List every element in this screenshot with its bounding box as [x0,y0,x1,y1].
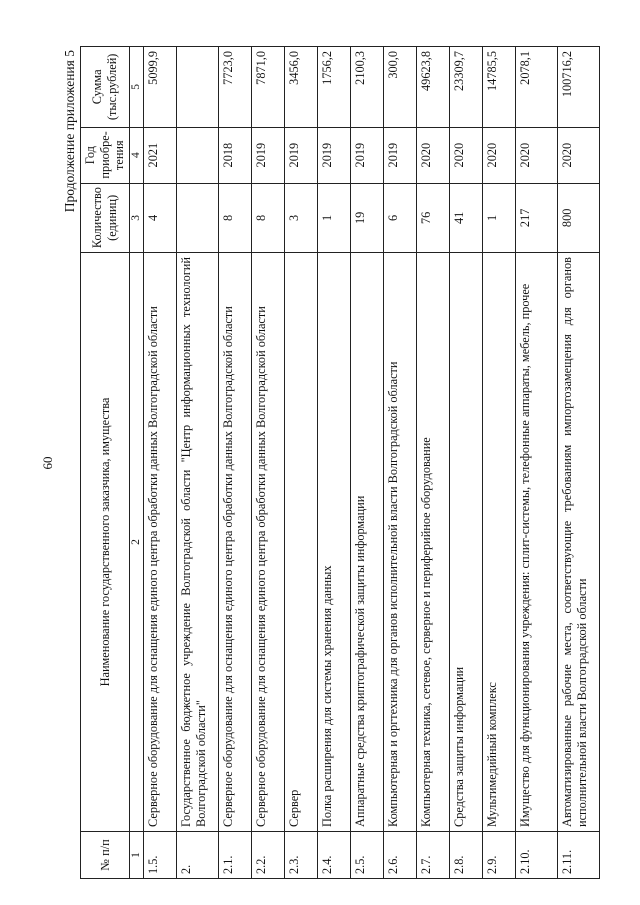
row-sum: 5099,9 [144,47,177,128]
row-quantity: 8 [252,183,285,252]
row-name: Серверное оборудование для оснащения единого центра обработки данных Волгоградской области [219,253,252,832]
row-name: Серверное оборудование для оснащения единого центра обработки данных Волгоградской области [144,253,177,832]
row-number: 2.8. [450,831,483,878]
page-number: 60 [40,456,55,470]
table-row [219,47,252,879]
row-year: 2020 [558,127,600,183]
row-name: Имущество для функционирования учреждения: сплит-системы, телефонные аппараты, мебель, прочее [516,253,558,832]
row-year: 2020 [483,127,516,183]
row-name: Полка расширения для системы хранения данных [318,253,351,832]
row-quantity: 1 [318,183,351,252]
row-name: Средства защиты информации [450,253,483,832]
row-number: 2.1. [219,831,252,878]
row-quantity: 217 [516,183,558,252]
table-row [384,47,417,879]
row-number: 2.3. [285,831,318,878]
row-quantity: 3 [285,183,318,252]
row-quantity: 800 [558,183,600,252]
row-quantity: 1 [483,183,516,252]
table-row [558,47,600,879]
table-row [177,47,219,879]
row-name: Государственное бюджетное учреждение Волгоградской области "Центр информационных технологий Волгоградской области" [177,253,219,832]
row-number: 2.4. [318,831,351,878]
row-quantity: 41 [450,183,483,252]
row-quantity: 19 [351,183,384,252]
table-row [516,47,558,879]
row-sum: 23309,7 [450,47,483,128]
row-year: 2019 [318,127,351,183]
table-row [483,47,516,879]
row-name: Автоматизированные рабочие места, соответствующие требованиям импортозамещения для органов исполнительной власти Волгоградской области [558,253,600,832]
column-number: 5 [129,47,144,128]
row-sum: 49623,8 [417,47,450,128]
row-sum: 300,0 [384,47,417,128]
row-sum: 14785,5 [483,47,516,128]
row-name: Аппаратные средства криптографической защиты информации [351,253,384,832]
table-header-row [81,47,130,879]
row-year: 2020 [417,127,450,183]
row-sum: 100716,2 [558,47,600,128]
header-quantity: Количество (единиц) [81,183,130,252]
row-name: Компьютерная техника, сетевое, серверное и периферийное оборудование [417,253,450,832]
row-sum: 7871,0 [252,47,285,128]
row-number: 2.2. [252,831,285,878]
row-number: 2.11. [558,831,600,878]
row-sum: 2078,1 [516,47,558,128]
row-sum [177,47,219,128]
row-name: Компьютерная и оргтехника для органов исполнительной власти Волгоградской области [384,253,417,832]
row-name: Сервер [285,253,318,832]
row-sum: 1756,2 [318,47,351,128]
row-sum: 2100,3 [351,47,384,128]
row-year [177,127,219,183]
column-number: 3 [129,183,144,252]
row-number: 2.9. [483,831,516,878]
column-number-row [129,47,144,879]
row-year: 2019 [252,127,285,183]
column-number: 2 [129,253,144,832]
appendix-label: Продолжение приложения 5 [62,50,77,213]
table-row [450,47,483,879]
row-year: 2019 [384,127,417,183]
row-quantity: 6 [384,183,417,252]
row-quantity: 76 [417,183,450,252]
table-row [285,47,318,879]
row-number: 2.6. [384,831,417,878]
row-year: 2020 [450,127,483,183]
row-name: Серверное оборудование для оснащения единого центра обработки данных Волгоградской области [252,253,285,832]
header-num: № п/п [81,831,130,878]
row-quantity: 4 [144,183,177,252]
table-row [417,47,450,879]
table-row [351,47,384,879]
row-year: 2019 [351,127,384,183]
row-year: 2018 [219,127,252,183]
table-row [144,47,177,879]
row-name: Мультимедийный комплекс [483,253,516,832]
column-number: 4 [129,127,144,183]
row-year: 2021 [144,127,177,183]
row-quantity: 8 [219,183,252,252]
header-name: Наименование государственного заказчика, имущества [81,253,130,832]
rotated-page-content [62,46,610,879]
header-year: Год приобре-тения [81,127,130,183]
row-number: 1.5. [144,831,177,878]
row-quantity [177,183,219,252]
row-sum: 3456,0 [285,47,318,128]
row-year: 2020 [516,127,558,183]
row-number: 2.5. [351,831,384,878]
row-number: 2.10. [516,831,558,878]
row-year: 2019 [285,127,318,183]
row-number: 2. [177,831,219,878]
property-table [80,46,600,879]
row-sum: 7723,0 [219,47,252,128]
table-row [252,47,285,879]
header-sum: Сумма (тыс.рублей) [81,47,130,128]
table-row [318,47,351,879]
column-number: 1 [129,831,144,878]
row-number: 2.7. [417,831,450,878]
